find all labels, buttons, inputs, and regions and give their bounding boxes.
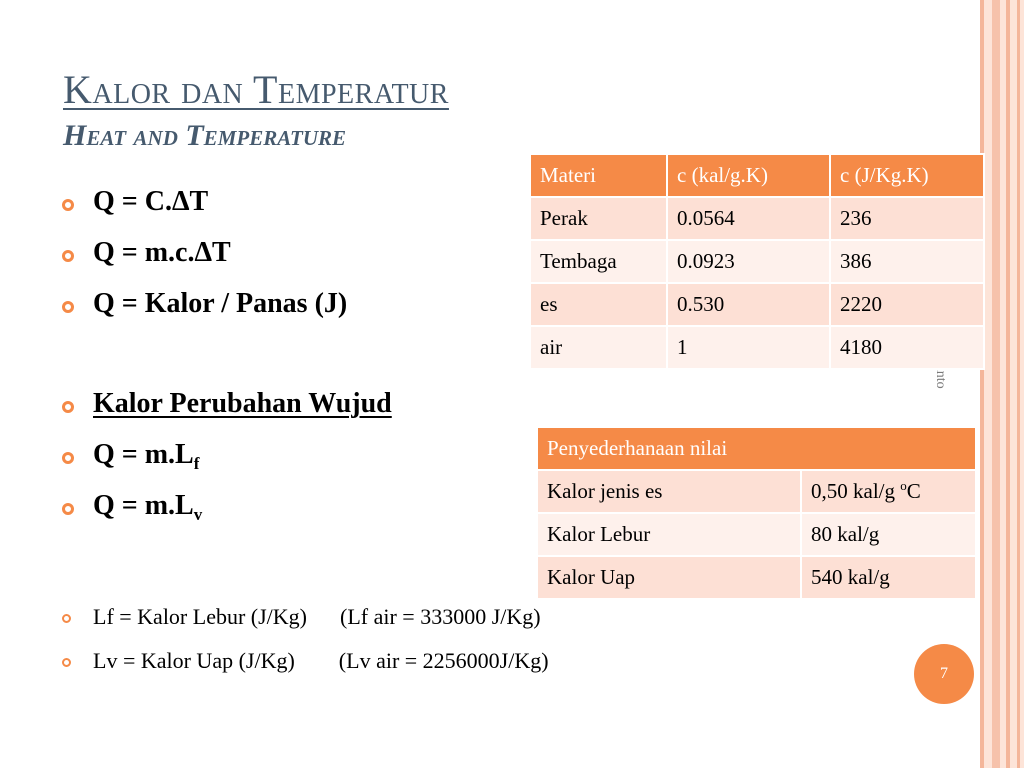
formula-definition: Q = Kalor / Panas (J) — [93, 288, 348, 319]
formula-vaporization: $Q = m.L_v$ — [93, 490, 203, 524]
table-cell: es — [530, 283, 667, 326]
simplification-table — [536, 426, 977, 600]
slide-subtitle: Heat and Temperature — [63, 119, 347, 152]
table-cell: 80 kal/g — [801, 513, 976, 556]
bullet-icon — [62, 658, 71, 667]
bullet-icon — [62, 503, 74, 515]
specific-heat-table — [529, 153, 985, 370]
table-cell: Perak — [530, 197, 667, 240]
bullet-icon — [62, 614, 71, 623]
table-row — [530, 240, 984, 283]
table-cell: 0.0923 — [667, 240, 830, 283]
formula-fusion: $Q = m.L_f$ — [93, 439, 200, 473]
table-cell: 386 — [830, 240, 984, 283]
table-cell: air — [530, 326, 667, 369]
table-row — [537, 470, 976, 513]
table-row — [530, 283, 984, 326]
table-cell: 0.0564 — [667, 197, 830, 240]
phase-change-heading: Kalor Perubahan Wujud — [93, 388, 392, 419]
column-header: c (kal/g.K) — [667, 154, 830, 197]
table-cell: 2220 — [830, 283, 984, 326]
definition-lv: Lv = Kalor Uap (J/Kg) (Lv air = 2256000J/Kg) — [93, 648, 549, 673]
table-header-row — [537, 427, 976, 470]
formula-heat-capacity: Q = C.ΔT — [93, 186, 209, 217]
column-header: c (J/Kg.K) — [830, 154, 984, 197]
table-cell: Kalor Lebur — [537, 513, 801, 556]
table-header-row — [530, 154, 984, 197]
definition-lf: Lf = Kalor Lebur (J/Kg) (Lf air = 333000 J/Kg) — [93, 604, 541, 629]
table-cell: 0,50 kal/g $^o$C — [801, 470, 976, 513]
table-cell: 540 kal/g — [801, 556, 976, 599]
bullet-icon — [62, 199, 74, 211]
column-header: Materi — [530, 154, 667, 197]
bullet-icon — [62, 401, 74, 413]
decorative-stripes — [980, 0, 1024, 768]
table-cell: 236 — [830, 197, 984, 240]
table-cell: Kalor jenis es — [537, 470, 801, 513]
formula-specific-heat: Q = m.c.ΔT — [93, 237, 231, 268]
table-cell: Kalor Uap — [537, 556, 801, 599]
slide-title: Kalor dan Temperatur — [63, 67, 449, 112]
table-cell: 1 — [667, 326, 830, 369]
table-row — [530, 326, 984, 369]
table-header: Penyederhanaan nilai — [537, 427, 976, 470]
table-cell: 0.530 — [667, 283, 830, 326]
table-row — [530, 197, 984, 240]
table-cell: 4180 — [830, 326, 984, 369]
bullet-icon — [62, 250, 74, 262]
table-row — [537, 556, 976, 599]
table-cell: Tembaga — [530, 240, 667, 283]
table-row — [537, 513, 976, 556]
bullet-icon — [62, 301, 74, 313]
bullet-icon — [62, 452, 74, 464]
page-number-badge: 7 — [914, 644, 974, 704]
